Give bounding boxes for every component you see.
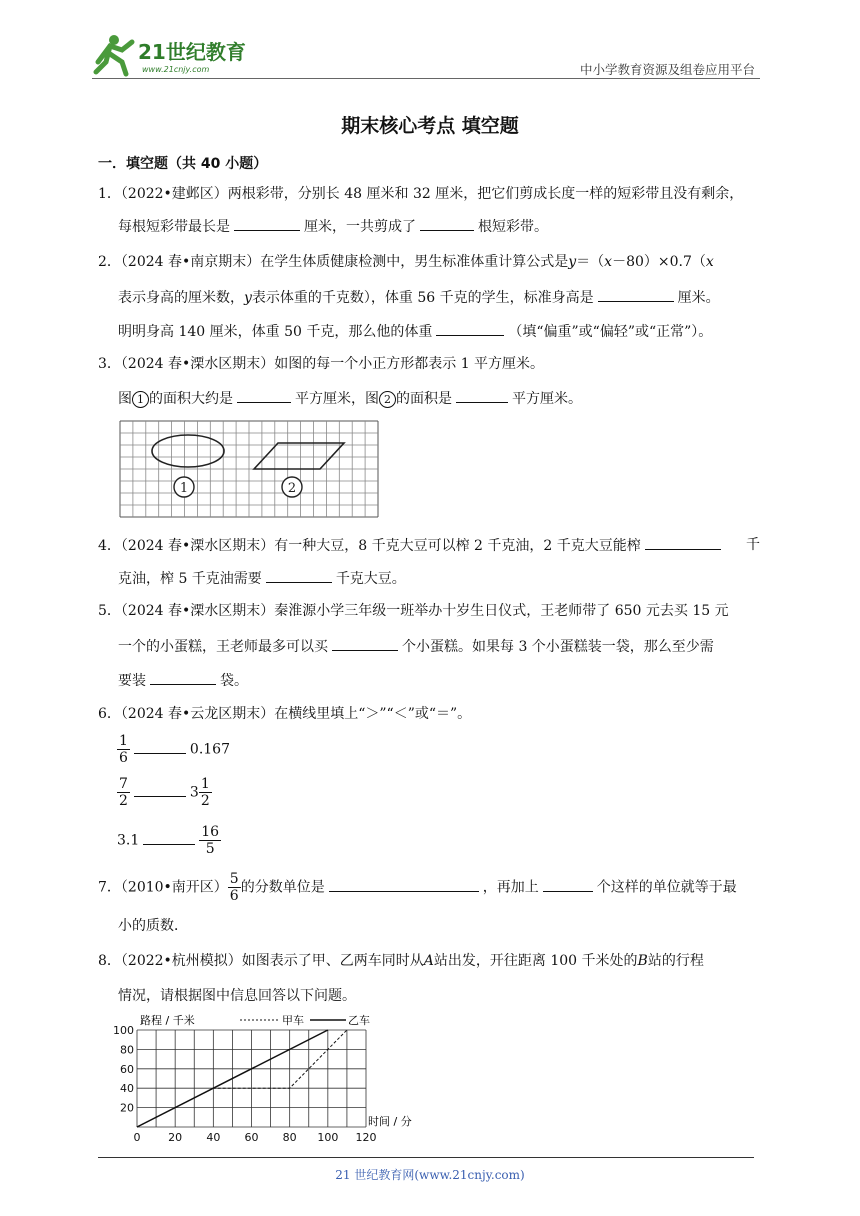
answer-blank[interactable]	[143, 830, 195, 845]
x-axis-label: 时间 / 分	[368, 1115, 412, 1128]
footer-divider	[98, 1157, 754, 1158]
q4-line1: 4．（2024 春•溧水区期末）有一种大豆，8 千克大豆可以榨 2 千克油，2 千克大豆能榨	[98, 535, 725, 556]
answer-blank[interactable]	[150, 670, 216, 685]
answer-blank[interactable]	[266, 568, 332, 583]
answer-blank[interactable]	[134, 739, 186, 754]
series-line-jia	[137, 1030, 347, 1127]
q2-line3: 明明身高 140 厘米，体重 50 千克，那么他的体重 （填“偏重”或“偏轻”或“正常”）。	[118, 321, 712, 342]
answer-blank[interactable]	[645, 535, 721, 550]
answer-blank[interactable]	[234, 216, 300, 231]
q1-line1: 1．（2022•建邺区）两根彩带，分别长 48 厘米和 32 厘米，把它们剪成长度一样的短彩带且没有剩余，	[98, 186, 744, 202]
answer-blank[interactable]	[456, 388, 508, 403]
x-tick-label: 60	[244, 1131, 259, 1144]
q1-line2: 每根短彩带最长是 厘米，一共剪成了 根短彩带。	[118, 216, 548, 237]
chart-series	[137, 1030, 347, 1127]
x-tick-label: 40	[206, 1131, 221, 1144]
chart-grid	[137, 1030, 366, 1127]
footer-text: 21 世纪教育网(www.21cnjy.com)	[335, 1168, 525, 1182]
x-tick-label: 0	[133, 1131, 141, 1144]
q3-line2: 图 1 的面积大约是 平方厘米，图 2 的面积是 平方厘米。	[118, 388, 582, 409]
y-tick-label: 60	[120, 1062, 134, 1076]
q3-line1: 3．（2024 春•溧水区期末）如图的每一个小正方形都表示 1 平方厘米。	[98, 356, 545, 372]
q6-line1: 6．（2024 春•云龙区期末）在横线里填上“＞”“＜”或“＝”。	[98, 706, 472, 722]
travel-chart	[110, 1010, 430, 1144]
legend-label-jia: 甲车	[282, 1014, 304, 1027]
q6-compare-a: $\frac{1}{6}$ 0.167	[119, 733, 231, 766]
legend-label-yi: 乙车	[348, 1014, 370, 1027]
x-tick-label: 100	[317, 1131, 339, 1144]
header-platform-text: 中小学教育资源及组卷应用平台	[579, 62, 755, 77]
answer-blank[interactable]	[543, 877, 593, 892]
logo-text: 21世纪教育	[138, 40, 246, 64]
site-logo	[92, 32, 257, 78]
circled-number-2: 2	[379, 391, 396, 408]
q5-line2: 一个的小蛋糕，王老师最多可以买 个小蛋糕。如果每 3 个小蛋糕装一袋，那么至少需	[118, 636, 714, 657]
header-divider	[92, 78, 760, 79]
q6-compare-b: $\frac{7}{2}$ 3 $\frac{1}{2}$	[119, 776, 210, 809]
parallelogram-shape-2	[254, 443, 344, 469]
irregular-shape-1	[152, 435, 224, 467]
chart-ticks	[113, 1024, 377, 1144]
q2-line2: 表示身高的厘米数，y表示体重的千克数），体重 56 千克的学生，标准身高是 厘米。	[118, 287, 720, 308]
answer-blank[interactable]	[420, 216, 474, 231]
q8-line1: 8．（2022•杭州模拟）如图表示了甲、乙两车同时从A站出发，开往距离 100 千米处的B站的行程	[98, 953, 704, 969]
y-tick-label: 80	[120, 1043, 134, 1057]
answer-blank[interactable]	[598, 287, 674, 302]
q6-compare-c: 3.1 $\frac{16}{5}$	[117, 824, 220, 857]
q4-line1-end: 千	[746, 537, 760, 553]
x-tick-label: 120	[355, 1131, 377, 1144]
answer-blank[interactable]	[134, 782, 186, 797]
page-title: 期末核心考点 填空题	[341, 115, 519, 137]
circled-number-1: 1	[132, 391, 149, 408]
x-tick-label: 20	[168, 1131, 183, 1144]
logo-url: www.21cnjy.com	[142, 65, 210, 74]
q2-line1: 2．（2024 春•南京期末）在学生体质健康检测中，男生标准体重计算公式是y＝（x－80）×0.7（x	[98, 254, 714, 270]
figure-label-1: 1	[179, 481, 189, 496]
answer-blank[interactable]	[436, 321, 504, 336]
chart-legend	[240, 1014, 370, 1027]
q7-line2: 小的质数．	[118, 918, 188, 934]
section-heading: 一．填空题（共 40 小题）	[98, 156, 268, 172]
q4-line2: 克油，榨 5 千克油需要 千克大豆。	[118, 568, 406, 589]
q5-line1: 5．（2024 春•溧水区期末）秦淮源小学三年级一班举办十岁生日仪式，王老师带了 650 元去买 15 元	[98, 603, 729, 619]
grid-figure	[118, 419, 380, 519]
q7-line1: 7．（2010•南开区） $\frac{5}{6}$ 的分数单位是 ，再加上 个这样的单位就等于最	[98, 871, 737, 904]
runner-icon	[96, 35, 132, 74]
figure-label-2: 2	[287, 481, 297, 496]
y-tick-label: 100	[113, 1024, 134, 1037]
y-axis-label: 路程 / 千米	[140, 1014, 195, 1027]
q5-line3: 要装 袋。	[118, 670, 248, 691]
answer-blank[interactable]	[329, 877, 479, 892]
y-tick-label: 40	[120, 1082, 134, 1096]
y-tick-label: 20	[120, 1101, 134, 1115]
answer-blank[interactable]	[237, 388, 291, 403]
q8-line2: 情况，请根据图中信息回答以下问题。	[118, 988, 356, 1004]
x-tick-label: 80	[282, 1131, 297, 1144]
answer-blank[interactable]	[332, 636, 398, 651]
